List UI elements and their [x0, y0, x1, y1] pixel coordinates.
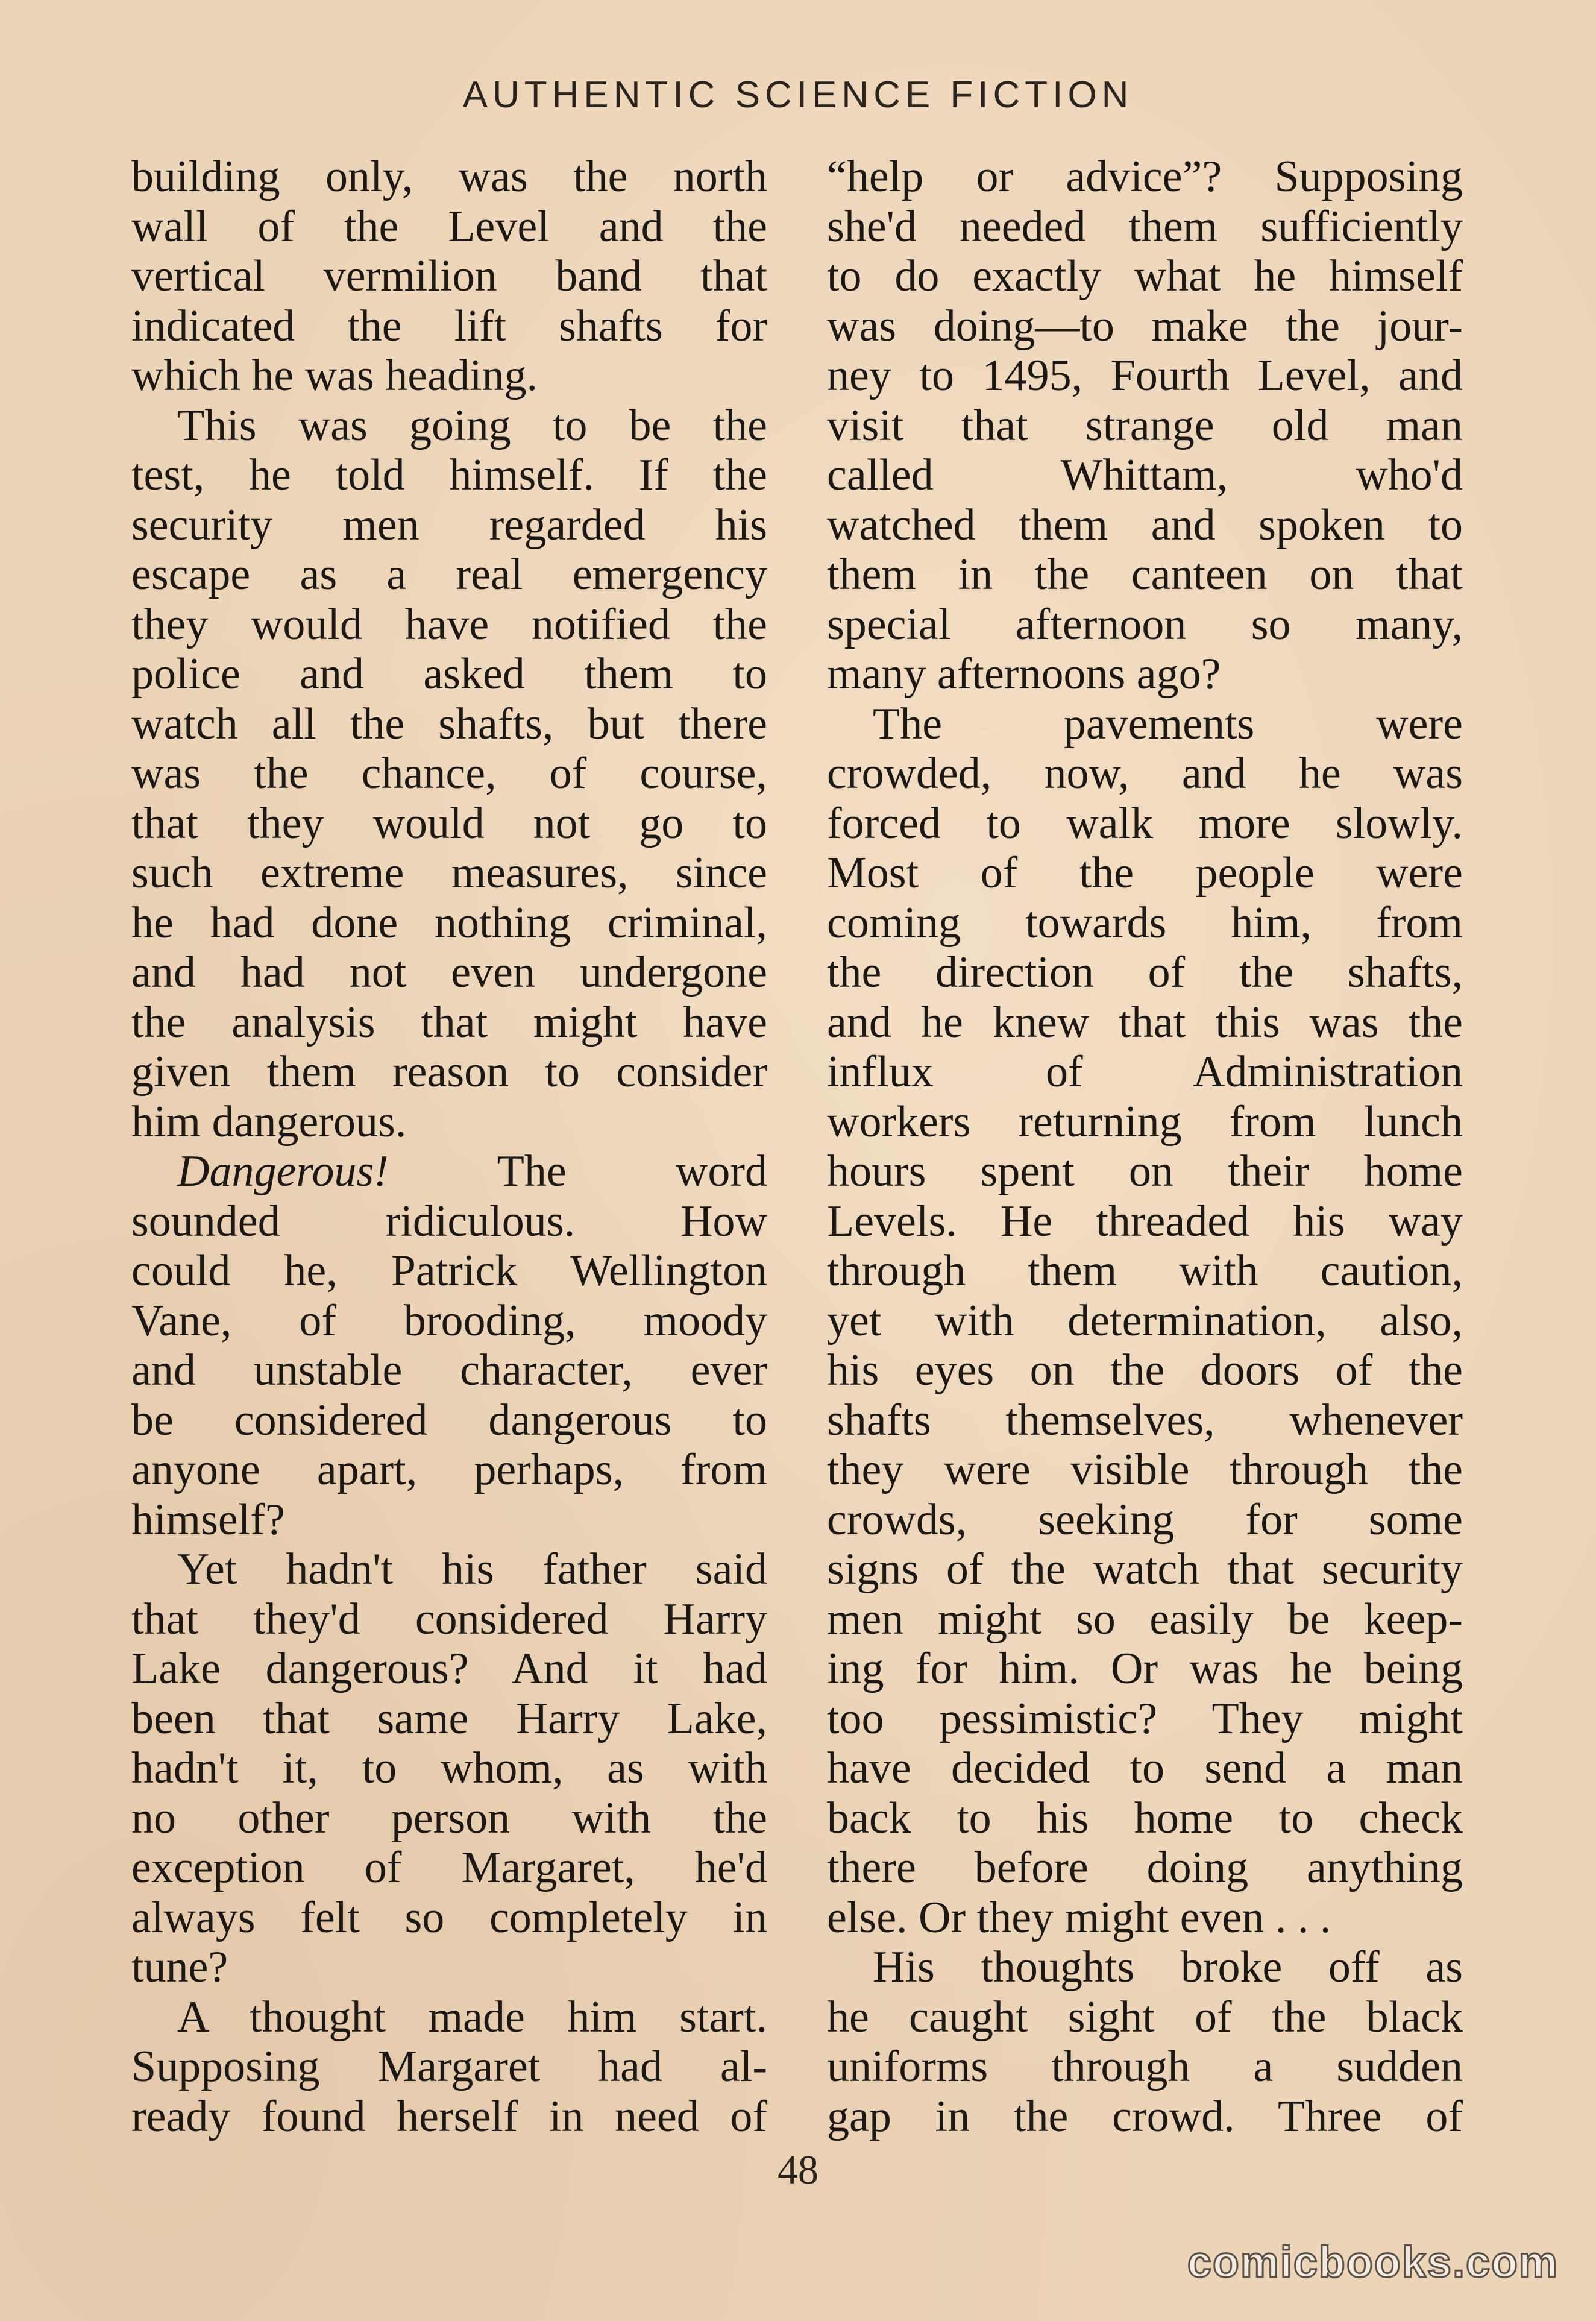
- text-line: workers returning from lunch: [827, 1097, 1463, 1147]
- text-line: hours spent on their home: [827, 1147, 1463, 1196]
- text-line: escape as a real emergency: [131, 550, 767, 599]
- text-line: there before doing anything: [827, 1843, 1463, 1892]
- text-line: indicated the lift shafts for: [131, 301, 767, 351]
- page-number: 48: [778, 2147, 818, 2193]
- text-line: they would have notified the: [131, 599, 767, 649]
- text-line: been that same Harry Lake,: [131, 1693, 767, 1743]
- text-line: building only, was the north: [131, 152, 767, 201]
- text-line: him dangerous.: [131, 1097, 407, 1147]
- text-line: such extreme measures, since: [131, 848, 767, 898]
- text-line: them in the canteen on that: [827, 550, 1463, 599]
- text-line: men might so easily be keep-: [827, 1594, 1463, 1644]
- text-line: was doing—to make the jour-: [827, 301, 1463, 351]
- text-line: he had done nothing criminal,: [131, 898, 767, 948]
- text-line: be considered dangerous to: [131, 1395, 767, 1445]
- text-line: A thought made him start.: [177, 1992, 767, 2042]
- text-line: Yet hadn't his father said: [177, 1545, 767, 1594]
- text-line: given them reason to consider: [131, 1047, 767, 1097]
- text-line: uniforms through a sudden: [827, 2042, 1463, 2091]
- text-line: Lake dangerous? And it had: [131, 1644, 767, 1693]
- text-line: This was going to be the: [177, 400, 767, 450]
- text-line: gap in the crowd. Three of: [827, 2091, 1463, 2141]
- text-line: Levels. He threaded his way: [827, 1196, 1463, 1246]
- text-line: she'd needed them sufficiently: [827, 201, 1463, 251]
- text-line: through them with caution,: [827, 1246, 1463, 1296]
- text-line: his eyes on the doors of the: [827, 1346, 1463, 1395]
- text-line: he caught sight of the black: [827, 1992, 1463, 2042]
- text-line: called Whittam, who'd: [827, 450, 1463, 500]
- text-line: “help or advice”? Supposing: [827, 152, 1463, 201]
- text-line: could he, Patrick Wellington: [131, 1246, 767, 1296]
- text-line: Vane, of brooding, moody: [131, 1296, 767, 1346]
- text-line: back to his home to check: [827, 1793, 1463, 1843]
- text-line: security men regarded his: [131, 500, 767, 550]
- text-line: watch all the shafts, but there: [131, 699, 767, 749]
- text-line: Most of the people were: [827, 848, 1463, 898]
- text-line: the direction of the shafts,: [827, 948, 1463, 997]
- text-line: hadn't it, to whom, as with: [131, 1743, 767, 1793]
- text-line: the analysis that might have: [131, 997, 767, 1047]
- text-line: and unstable character, ever: [131, 1346, 767, 1395]
- text-line: always felt so completely in: [131, 1892, 767, 1942]
- text-line: influx of Administration: [827, 1047, 1463, 1097]
- text-line: that they'd considered Harry: [131, 1594, 767, 1644]
- text-line: himself?: [131, 1494, 285, 1545]
- text-line: The pavements were: [873, 699, 1463, 749]
- text-line: have decided to send a man: [827, 1743, 1463, 1793]
- text-line: ing for him. Or was he being: [827, 1644, 1463, 1693]
- text-line: signs of the watch that security: [827, 1545, 1463, 1594]
- text-line: anyone apart, perhaps, from: [131, 1445, 767, 1494]
- text-line: sounded ridiculous. How: [131, 1196, 767, 1246]
- left-text-column: [131, 152, 767, 2141]
- text-line: they were visible through the: [827, 1445, 1463, 1494]
- text-line: else. Or they might even . . .: [827, 1892, 1331, 1942]
- text-line: was the chance, of course,: [131, 749, 767, 798]
- watermark-logo: comicbooks.com: [1187, 2238, 1559, 2287]
- text-line: police and asked them to: [131, 649, 767, 699]
- text-line: crowds, seeking for some: [827, 1494, 1463, 1545]
- text-line: watched them and spoken to: [827, 500, 1463, 550]
- italic-text: Dangerous!: [177, 1147, 389, 1196]
- text-line: that they would not go to: [131, 798, 767, 848]
- text-line-rest: The word: [388, 1147, 767, 1196]
- text-line: His thoughts broke off as: [873, 1942, 1463, 1992]
- text-line: no other person with the: [131, 1793, 767, 1843]
- text-line: and had not even undergone: [131, 948, 767, 997]
- text-line: coming towards him, from: [827, 898, 1463, 948]
- text-line: forced to walk more slowly.: [827, 798, 1463, 848]
- text-line: special afternoon so many,: [827, 599, 1463, 649]
- text-line: visit that strange old man: [827, 400, 1463, 450]
- text-line: Supposing Margaret had al-: [131, 2042, 767, 2091]
- text-line: ready found herself in need of: [131, 2091, 767, 2141]
- text-line: and he knew that this was the: [827, 997, 1463, 1047]
- running-header: AUTHENTIC SCIENCE FICTION: [462, 74, 1134, 116]
- text-line: ney to 1495, Fourth Level, and: [827, 351, 1463, 400]
- text-line: tune?: [131, 1942, 228, 1992]
- text-line: exception of Margaret, he'd: [131, 1843, 767, 1892]
- text-line: yet with determination, also,: [827, 1296, 1463, 1346]
- text-line: crowded, now, and he was: [827, 749, 1463, 798]
- text-line: vertical vermilion band that: [131, 251, 767, 301]
- text-line: shafts themselves, whenever: [827, 1395, 1463, 1445]
- text-line: which he was heading.: [131, 351, 538, 400]
- text-line: wall of the Level and the: [131, 201, 767, 251]
- text-line: [131, 1147, 767, 1197]
- text-line: many afternoons ago?: [827, 649, 1221, 699]
- right-text-column: [827, 152, 1463, 2141]
- text-line: test, he told himself. If the: [131, 450, 767, 500]
- text-line: too pessimistic? They might: [827, 1693, 1463, 1743]
- text-line: to do exactly what he himself: [827, 251, 1463, 301]
